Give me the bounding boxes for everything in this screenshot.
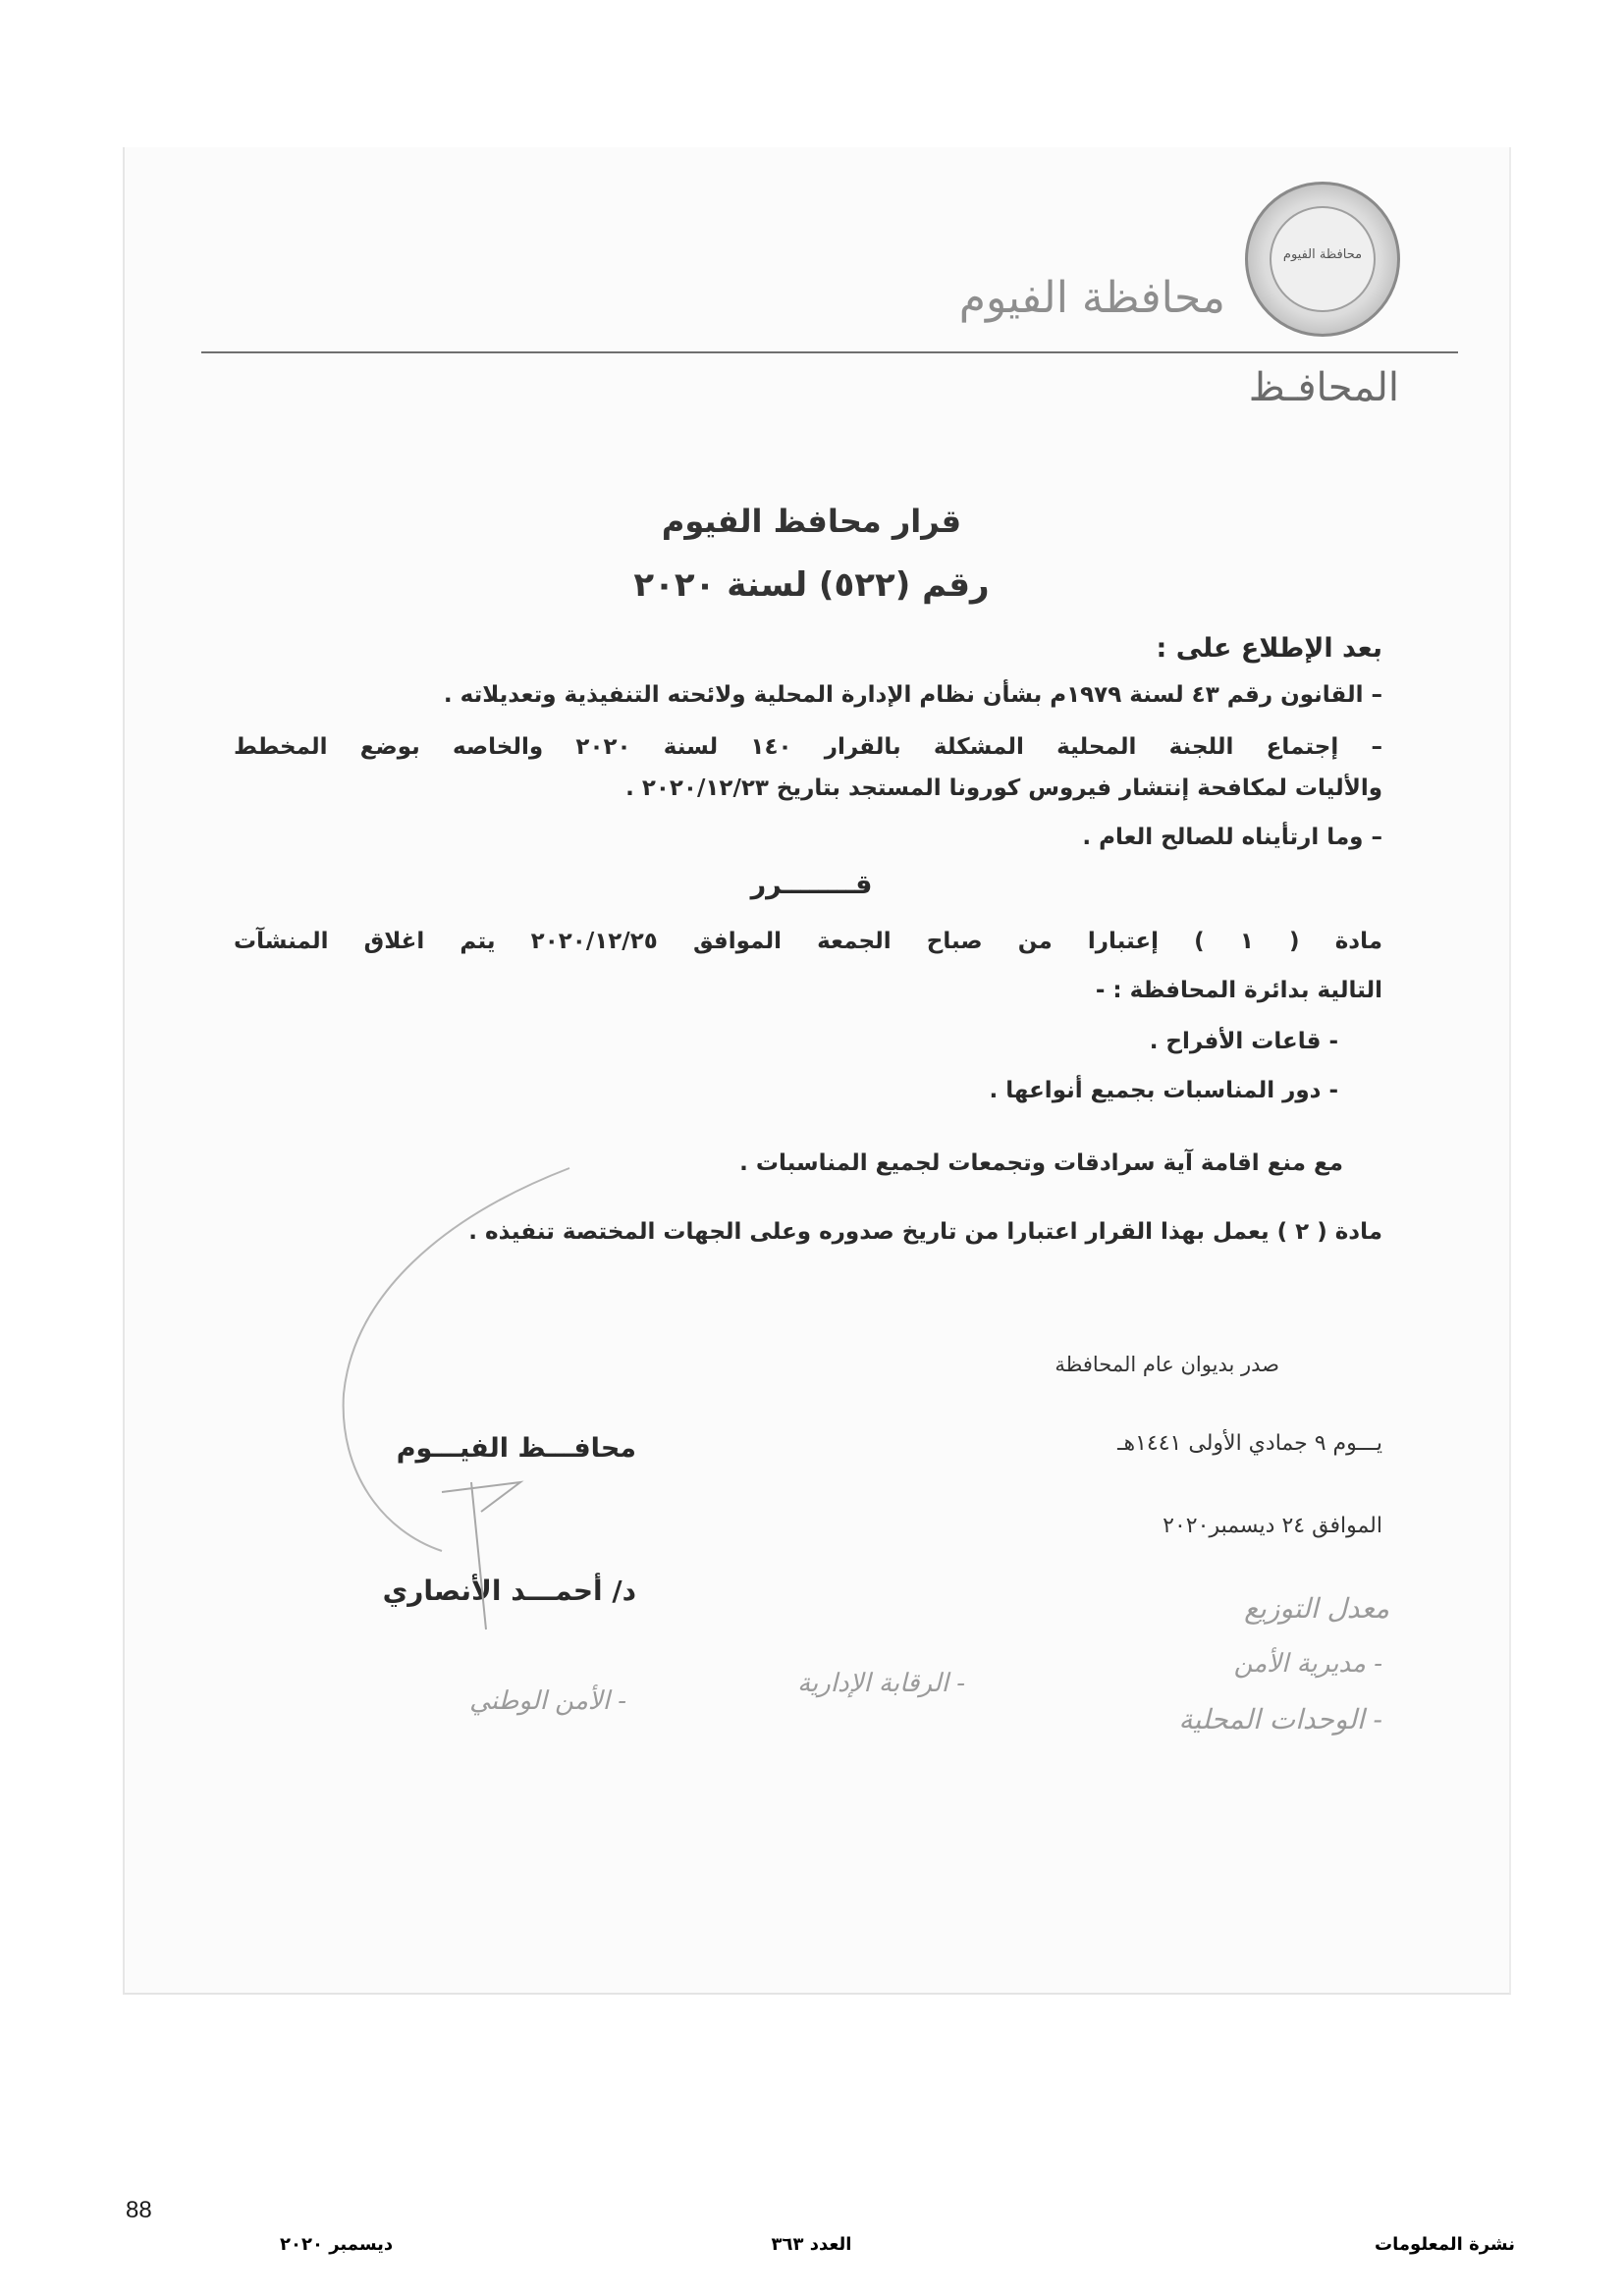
article-1-item-event-halls: - دور المناسبات بجميع أنواعها . bbox=[989, 1078, 1338, 1103]
governorate-seal bbox=[1245, 182, 1400, 337]
handwritten-signature-stroke bbox=[324, 1158, 579, 1669]
article-2: مادة ( ٢ ) يعمل بهذا القرار اعتبارا من تاريخ صدوره وعلى الجهات المختصة تنفيذه . bbox=[468, 1219, 1382, 1245]
issued-hijri-date: يـــوم ٩ جمادي الأولى ١٤٤١هـ bbox=[1117, 1431, 1382, 1456]
handwritten-distribution: معدل التوزيع bbox=[1244, 1592, 1389, 1625]
decree-title: قرار محافظ الفيوم bbox=[661, 503, 962, 540]
preamble-item-committee: – إجتماع اللجنة المحلية المشكلة بالقرار ١٤٠ لسنة ٢٠٢٠ والخاصه بوضع المخطط bbox=[234, 734, 1382, 760]
signature-title: محافـــظ الفيـــوم bbox=[396, 1433, 636, 1464]
decision-heading: قــــــــرر bbox=[750, 870, 873, 900]
footer-publication: نشرة المعلومات bbox=[1375, 2234, 1515, 2255]
issued-place: صدر بديوان عام المحافظة bbox=[1055, 1353, 1279, 1376]
preamble-item-law: – القانون رقم ٤٣ لسنة ١٩٧٩م بشأن نظام الإدارة المحلية ولائحته التنفيذية وتعديلاته . bbox=[443, 682, 1382, 708]
decree-number: رقم (٥٢٢) لسنة ٢٠٢٠ bbox=[633, 565, 990, 605]
article-1-item-wedding-halls: - قاعات الأفراح . bbox=[1149, 1029, 1338, 1054]
seal-inner-ring bbox=[1270, 206, 1376, 312]
handwritten-dist-security: - مديرية الأمن bbox=[1233, 1649, 1382, 1679]
footer-issue: العدد ٣٦٣ bbox=[771, 2234, 852, 2255]
governorate-name: محافظة الفيوم bbox=[958, 273, 1225, 323]
preamble-item-public-interest: – وما ارتأيناه للصالح العام . bbox=[1082, 825, 1382, 850]
handwritten-admin-control: - الرقابة الإدارية bbox=[797, 1669, 965, 1698]
article-1-line-1: مادة ( ١ ) إعتبارا من صباح الجمعة الموافق ٢٠٢٠/١٢/٢٥ يتم اغلاق المنشآت bbox=[234, 929, 1382, 954]
handwritten-dist-local-units: - الوحدات المحلية bbox=[1178, 1703, 1382, 1735]
preamble-intro: بعد الإطلاع على : bbox=[1156, 633, 1382, 664]
handwritten-national-security: - الأمن الوطني bbox=[469, 1686, 626, 1716]
article-1-note: مع منع اقامة آية سرادقات وتجمعات لجميع المناسبات . bbox=[739, 1150, 1343, 1176]
preamble-item-committee-cont: والأليات لمكافحة إنتشار فيروس كورونا المستجد بتاريخ ٢٠٢٠/١٢/٢٣ . bbox=[625, 775, 1382, 801]
article-1-line-2: التالية بدائرة المحافظة : - bbox=[1095, 978, 1382, 1003]
signature-name: د/ أحمـــد الأنصاري bbox=[382, 1575, 636, 1607]
header-divider bbox=[201, 351, 1458, 353]
page-number: 88 bbox=[126, 2197, 152, 2223]
office-title: المحافـظ bbox=[1248, 365, 1399, 410]
issued-gregorian-date: الموافق ٢٤ ديسمبر٢٠٢٠ bbox=[1163, 1514, 1382, 1538]
seal-text: محافظة الفيوم bbox=[1282, 247, 1363, 262]
footer-date: ديسمبر ٢٠٢٠ bbox=[280, 2234, 394, 2255]
